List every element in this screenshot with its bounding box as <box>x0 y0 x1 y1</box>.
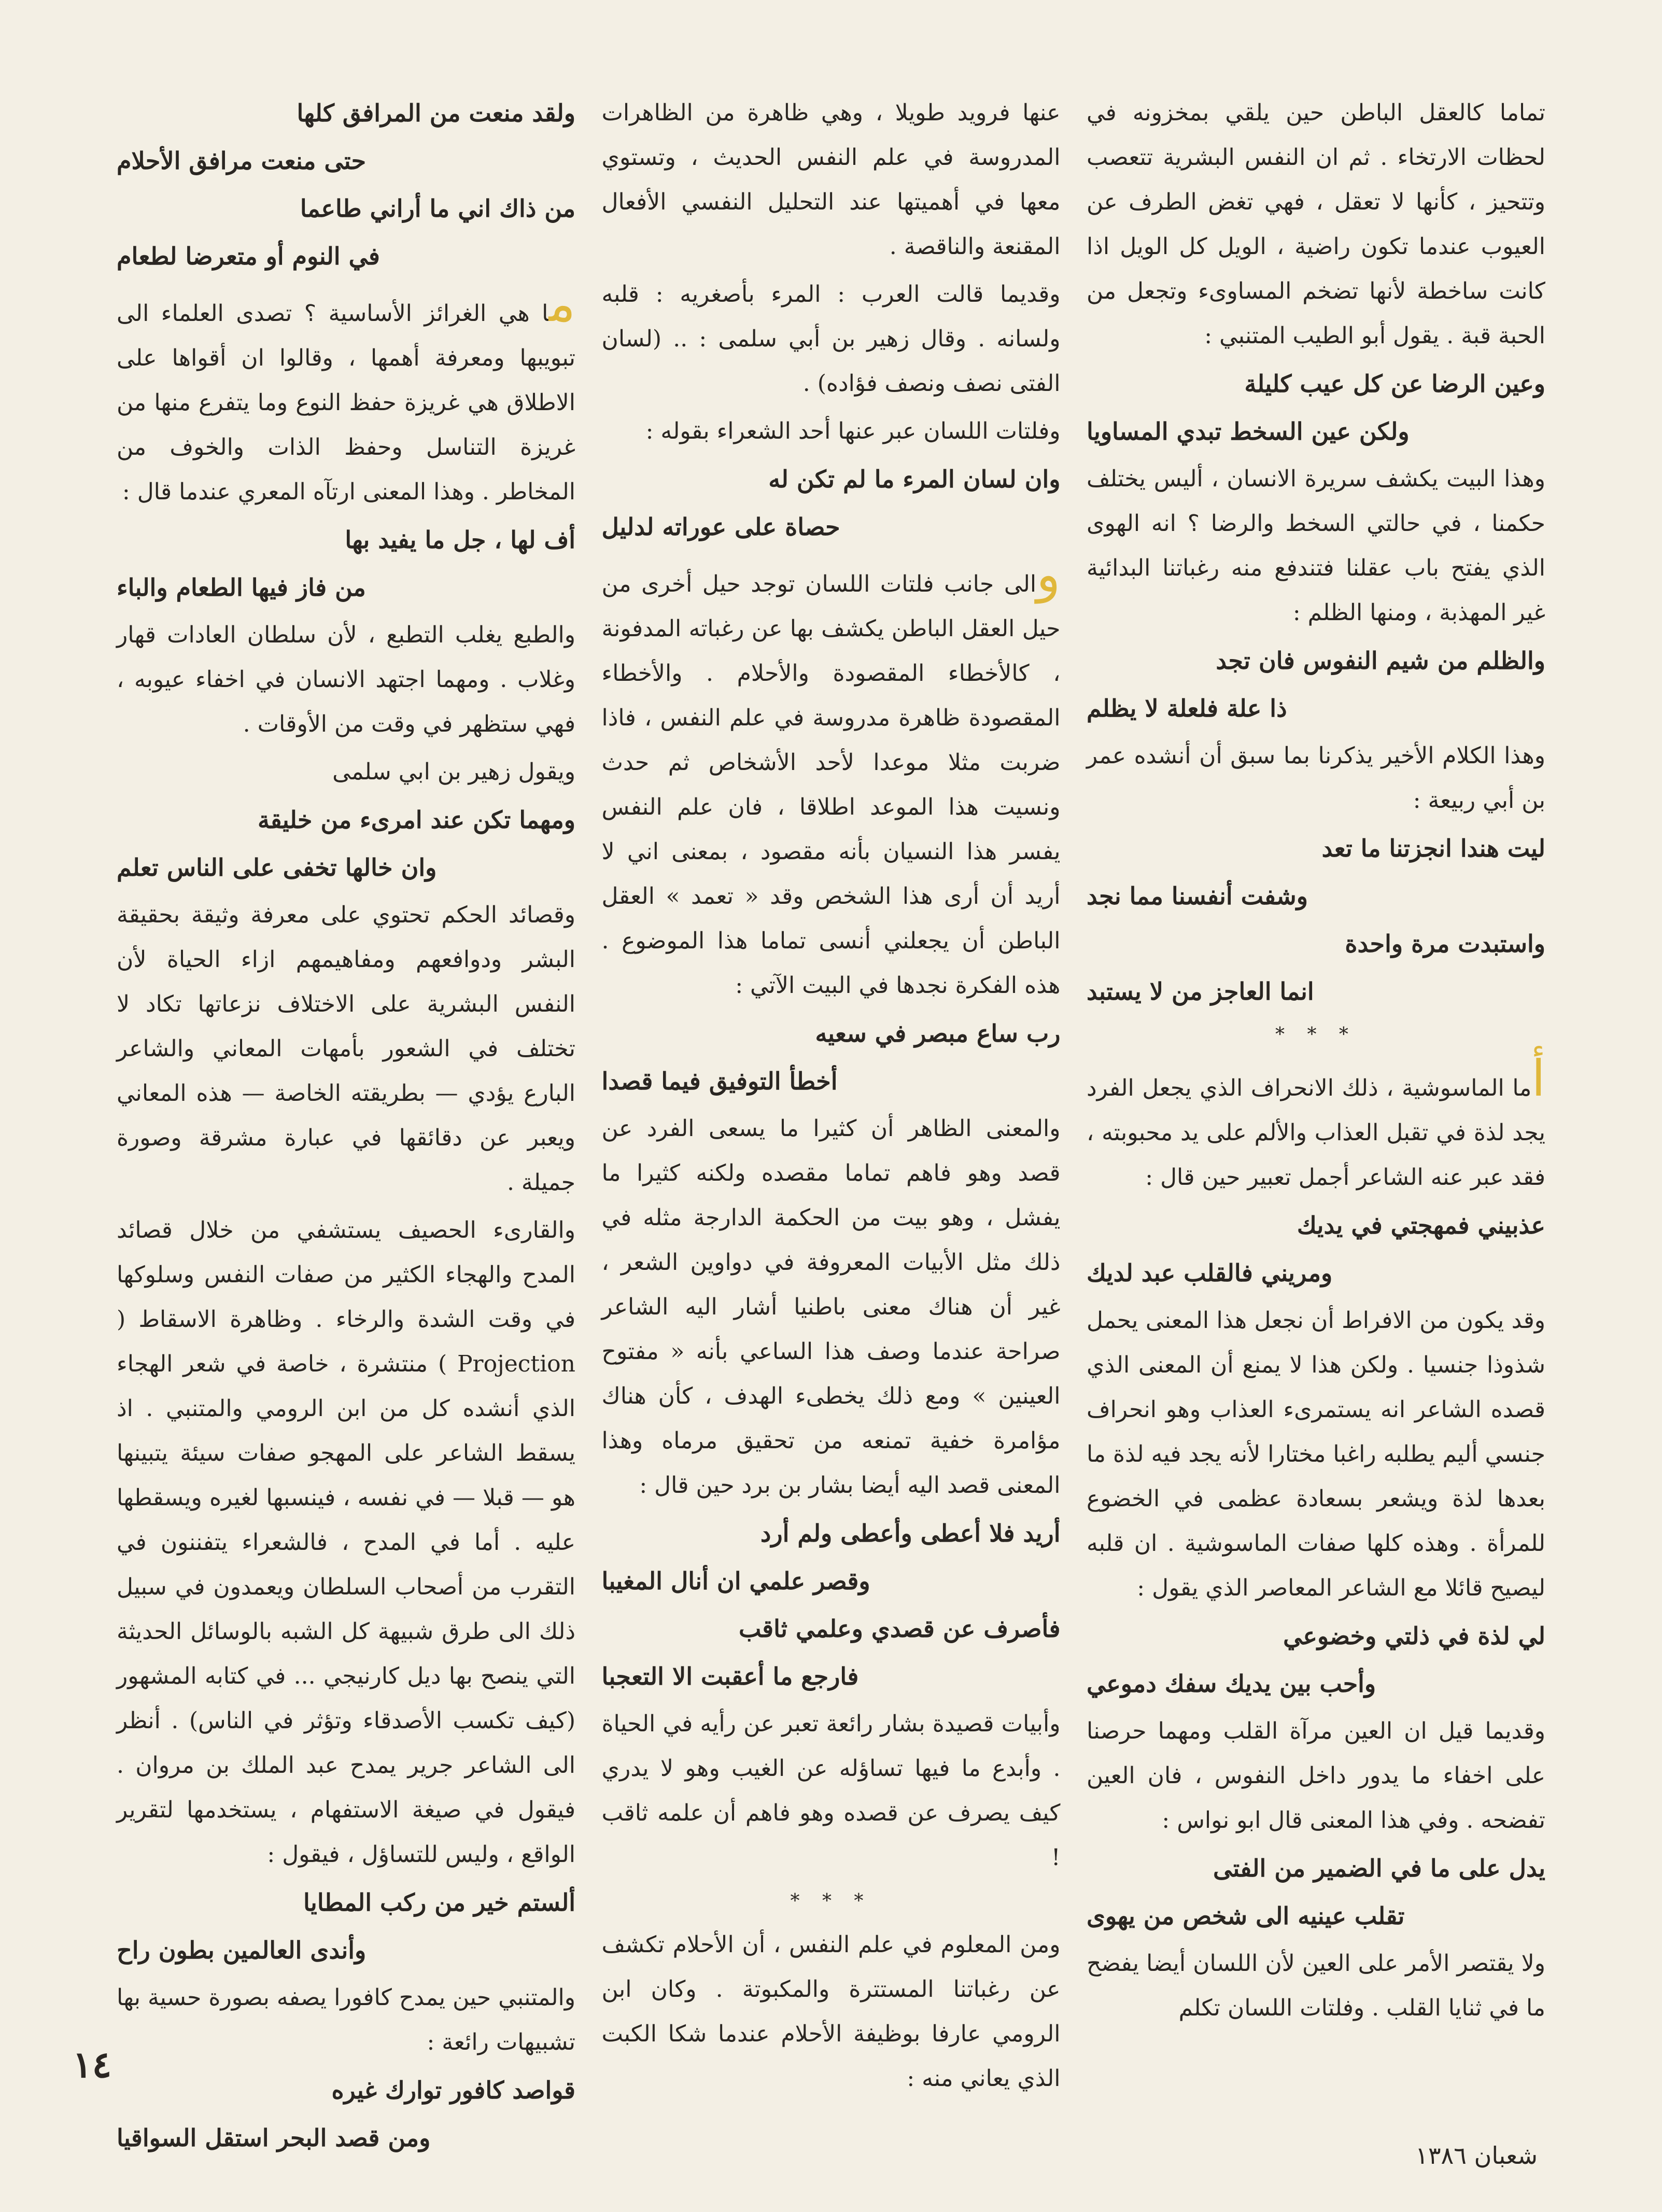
body-paragraph: وقديما قيل ان العين مرآة القلب ومهما حرصنا على اخفاء ما يدور داخل النفوس ، فان العين تفضحه . وفي هذا المعنى قال ابو نواس : <box>1087 1718 1545 1833</box>
verse-line: ذا علة فلعلة لا يظلم <box>1087 694 1287 722</box>
verse-line: فأصرف عن قصدي وعلمي ثاقب <box>739 1615 1061 1643</box>
issue-date: شعبان ١٣٨٦ <box>1415 2141 1538 2169</box>
body-paragraph: والطبع يغلب التطبع ، لأن سلطان العادات قهار وغلاب . ومهما اجتهد الانسان في اخفاء عيوبه ، فهي ستظهر في وقت من الأوقات . <box>117 622 575 737</box>
body-paragraph: وقصائد الحكم تحتوي على معرفة وثيقة بحقيقة البشر ودوافعهم ومفاهيمهم ازاء الحياة لأن النفس البشرية على الاختلاف نزعاتها تكاد لا تختلف في الشعور بأمهات المعاني والشاعر البارع يؤدي — بطريقته الخاصة — هذه المعاني ويعبر عن دقائقها في عبارة مشرقة وصورة جميلة . <box>117 902 575 1196</box>
verse-line: انما العاجز من لا يستبد <box>1087 977 1314 1005</box>
verse-line: ألستم خير من ركب المطايا <box>303 1888 575 1916</box>
body-paragraph: والمتنبي حين يمدح كافورا يصفه بصورة حسية بها تشبيهات رائعة : <box>117 1984 575 2055</box>
section-separator: * * * <box>790 1891 872 1912</box>
body-paragraph: وفلتات اللسان عبر عنها أحد الشعراء بقوله : <box>645 418 1061 444</box>
verse-line: واستبدت مرة واحدة <box>1345 930 1545 958</box>
verse-line: وأندى العالمين بطون راح <box>117 1936 367 1964</box>
lead-paragraph: ما هي الغرائز الأساسية ؟ تصدى العلماء الى تبويبها ومعرفة أهمها ، وقالوا ان أقواها على الاطلاق هي غريزة حفظ النوع وما يتفرع منها من غريزة التناسل وحفظ الذات والخوف من المخاطر . وهذا المعنى ارتآه المعري عندما قال : <box>117 275 575 505</box>
verse-line: وشفت أنفسنا مما نجد <box>1087 882 1308 910</box>
verse-line: لي لذة في ذلتي وخضوعي <box>1283 1622 1545 1650</box>
verse-line: فارجع ما أعقبت الا التعجبا <box>601 1662 859 1690</box>
page-number: ١٤ <box>73 2043 112 2086</box>
verse-line: من فاز فيها الطعام والباء <box>117 573 366 601</box>
verse-line: تقلب عينيه الى شخص من يهوى <box>1087 1902 1405 1930</box>
body-paragraph: وهذا البيت يكشف سريرة الانسان ، أليس يختلف حكمنا ، في حالتي السخط والرضا ؟ انه الهوى الذي يفتح باب عقلنا فتندفع منه رغباتنا البدائية غير المهذبة ، ومنها الظلم : <box>1087 466 1545 626</box>
verse-line: قواصد كافور توارك غيره <box>331 2076 575 2104</box>
verse-line: ومهما تكن عند امرىء من خليقة <box>257 806 575 834</box>
body-paragraph: وقديما قالت العرب : المرء بأصغريه : قلبه ولسانه . وقال زهير بن أبي سلمى : .. (لسان الفتى نصف ونصف فؤاده) . <box>601 281 1061 397</box>
verse-line: والظلم من شيم النفوس فان تجد <box>1216 647 1545 675</box>
verse-line: أريد فلا أعطى وأعطى ولم أرد <box>760 1519 1061 1547</box>
verse-line: وان لسان المرء ما لم تكن له <box>768 465 1061 493</box>
verse-line: ومن قصد البحر استقل السواقيا <box>117 2124 431 2152</box>
verse-line: وقصر علمي ان أنال المغيبا <box>601 1567 870 1595</box>
verse-line: ولكن عين السخط تبدي المساويا <box>1087 417 1410 445</box>
verse-line: في النوم أو متعرضا لطعام <box>117 242 380 270</box>
verse-line: حصاة على عوراته لدليل <box>601 513 840 541</box>
column-middle <box>602 91 1061 2097</box>
body-paragraph: وأبيات قصيدة بشار رائعة تعبر عن رأيه في الحياة . وأبدع ما فيها تساؤله عن الغيب وهو لا يدري كيف يصرف عن قصده وهو فاهم أن علمه ثاقب ! <box>601 1711 1061 1871</box>
verse-line: من ذاك اني ما أراني طاعما <box>300 194 575 222</box>
verse-line: أخطأ التوفيق فيما قصدا <box>601 1067 838 1095</box>
verse-line: ومريني فالقلب عبد لديك <box>1087 1259 1333 1287</box>
section-separator: * * * <box>1275 1024 1357 1045</box>
lead-paragraph: أما الماسوشية ، ذلك الانحراف الذي يجعل الفرد يجد لذة في تقبل العذاب والألم على يد محبوبته ، فقد عبر عنه الشاعر أجمل تعبير حين قال : <box>1087 1049 1545 1191</box>
text-columns <box>117 91 1545 2152</box>
verse-line: أف لها ، جل ما يفيد بها <box>345 526 575 554</box>
column-right <box>1087 91 1545 2097</box>
verse-line: وان خالها تخفى على الناس تعلم <box>117 853 437 881</box>
body-paragraph: وقد يكون من الافراط أن نجعل هذا المعنى يحمل شذوذا جنسيا . ولكن هذا لا يمنع أن المعنى الذي قصده الشاعر انه يستمرىء العذاب وهو انحراف جنسي أليم يطلبه راغبا مختارا لأنه يجد فيه لذة ما بعدها لذة ويشعر بسعادة عظمى في الخضوع للمرأة . وهذه كلها صفات الماسوشية . ان قلبه ليصيح قائلا مع الشاعر المعاصر الذي يقول : <box>1087 1307 1545 1601</box>
verse-line: ليت هندا انجزتنا ما تعد <box>1321 834 1545 862</box>
verse-line: يدل على ما في الضمير من الفتى <box>1213 1854 1545 1882</box>
lead-paragraph: والى جانب فلتات اللسان توجد حيل أخرى من حيل العقل الباطن يكشف بها عن رغباته المدفونة ، كالأخطاء المقصودة والأحلام . والأخطاء المقصودة ظاهرة مدروسة في علم النفس ، فاذا ضربت مثلا موعدا لأحد الأشخاص ثم حدث ونسيت هذا الموعد اطلاقا ، فان علم النفس يفسر هذا النسيان بأنه مقصود ، بمعنى اني لا أريد أن أرى هذا الشخص وقد « تعمد » العقل الباطن أن يجعلني أنسى تماما هذا الموضوع . هذه الفكرة نجدها في البيت الآتي : <box>601 545 1061 999</box>
verse-line: وعين الرضا عن كل عيب كليلة <box>1244 370 1545 398</box>
verse-line: حتى منعت مرافق الأحلام <box>117 147 367 175</box>
body-paragraph: ولا يقتصر الأمر على العين لأن اللسان أيضا يفضح ما في ثنايا القلب . وفلتات اللسان تكلم <box>1087 1950 1545 2021</box>
body-paragraph: ويقول زهير بن ابي سلمى <box>332 759 575 785</box>
body-paragraph: والقارىء الحصيف يستشفي من خلال قصائد المدح والهجاء الكثير من صفات النفس وسلوكها في وقت الشدة والرخاء . وظاهرة الاسقاط ( Projection ) منتشرة ، خاصة في شعر الهجاء الذي أنشده كل من ابن الرومي والمتنبي . اذ يسقط الشاعر على المهجو صفات سيئة يتبينها هو — قبلا — في نفسه ، فينسبها لغيره ويسقطها عليه . أما في المدح ، فالشعراء يتفننون في التقرب من أصحاب السلطان ويعمدون في سبيل ذلك الى طرق شبيهة كل الشبه بالوسائل الحديثة التي ينصح بها ديل كارنيجي ... في كتابه المشهور (كيف تكسب الأصدقاء وتؤثر في الناس) . أنظر الى الشاعر جرير يمدح عبد الملك بن مروان . فيقول في صيغة الاستفهام ، يستخدمها لتقرير الواقع ، وليس للتساؤل ، فيقول : <box>117 1217 575 1868</box>
verse-line: وأحب بين يديك سفك دموعي <box>1087 1670 1376 1698</box>
body-paragraph: وهذا الكلام الأخير يذكرنا بما سبق أن أنشده عمر بن أبي ربيعة : <box>1087 743 1545 814</box>
body-paragraph: والمعنى الظاهر أن كثيرا ما يسعى الفرد عن قصد وهو فاهم تماما مقصده ولكنه كثيرا ما يفشل ، وهو بيت من الحكمة الدارجة مثله في ذلك مثل الأبيات المعروفة في دواوين الشعر ، غير أن هناك معنى باطنيا أشار اليه الشاعر صراحة عندما وصف هذا الساعي بأنه « مفتوح العينين » ومع ذلك يخطىء الهدف ، كأن هناك مؤامرة خفية تمنعه من تحقيق مرماه وهذا المعنى قصد اليه أيضا بشار بن برد حين قال : <box>601 1115 1061 1499</box>
body-paragraph: تماما كالعقل الباطن حين يلقي بمخزونه في لحظات الارتخاء . ثم ان النفس البشرية تتعصب وتتحيز ، كأنها لا تعقل ، فهي تغض الطرف عن العيوب عندما تكون راضية ، الويل كل الويل اذا كانت ساخطة لأنها تضخم المساوىء وتجعل من الحبة قبة . يقول أبو الطيب المتنبي : <box>1087 100 1545 349</box>
verse-line: رب ساع مبصر في سعيه <box>815 1019 1061 1047</box>
body-paragraph: عنها فرويد طويلا ، وهي ظاهرة من الظاهرات المدروسة في علم النفس الحديث ، وتستوي معها في أهميتها عند التحليل النفسي الأفعال المقنعة والناقصة . <box>601 100 1061 260</box>
body-paragraph: ومن المعلوم في علم النفس ، أن الأحلام تكشف عن رغباتنا المستترة والمكبوتة . وكان ابن الرومي عارفا بوظيفة الأحلام عندما شكا الكبت الذي يعاني منه : <box>601 1931 1061 2092</box>
column-left <box>117 91 575 2152</box>
verse-line: عذبيني فمهجتي في يديك <box>1297 1211 1545 1239</box>
verse-line: ولقد منعت من المرافق كلها <box>297 99 575 127</box>
